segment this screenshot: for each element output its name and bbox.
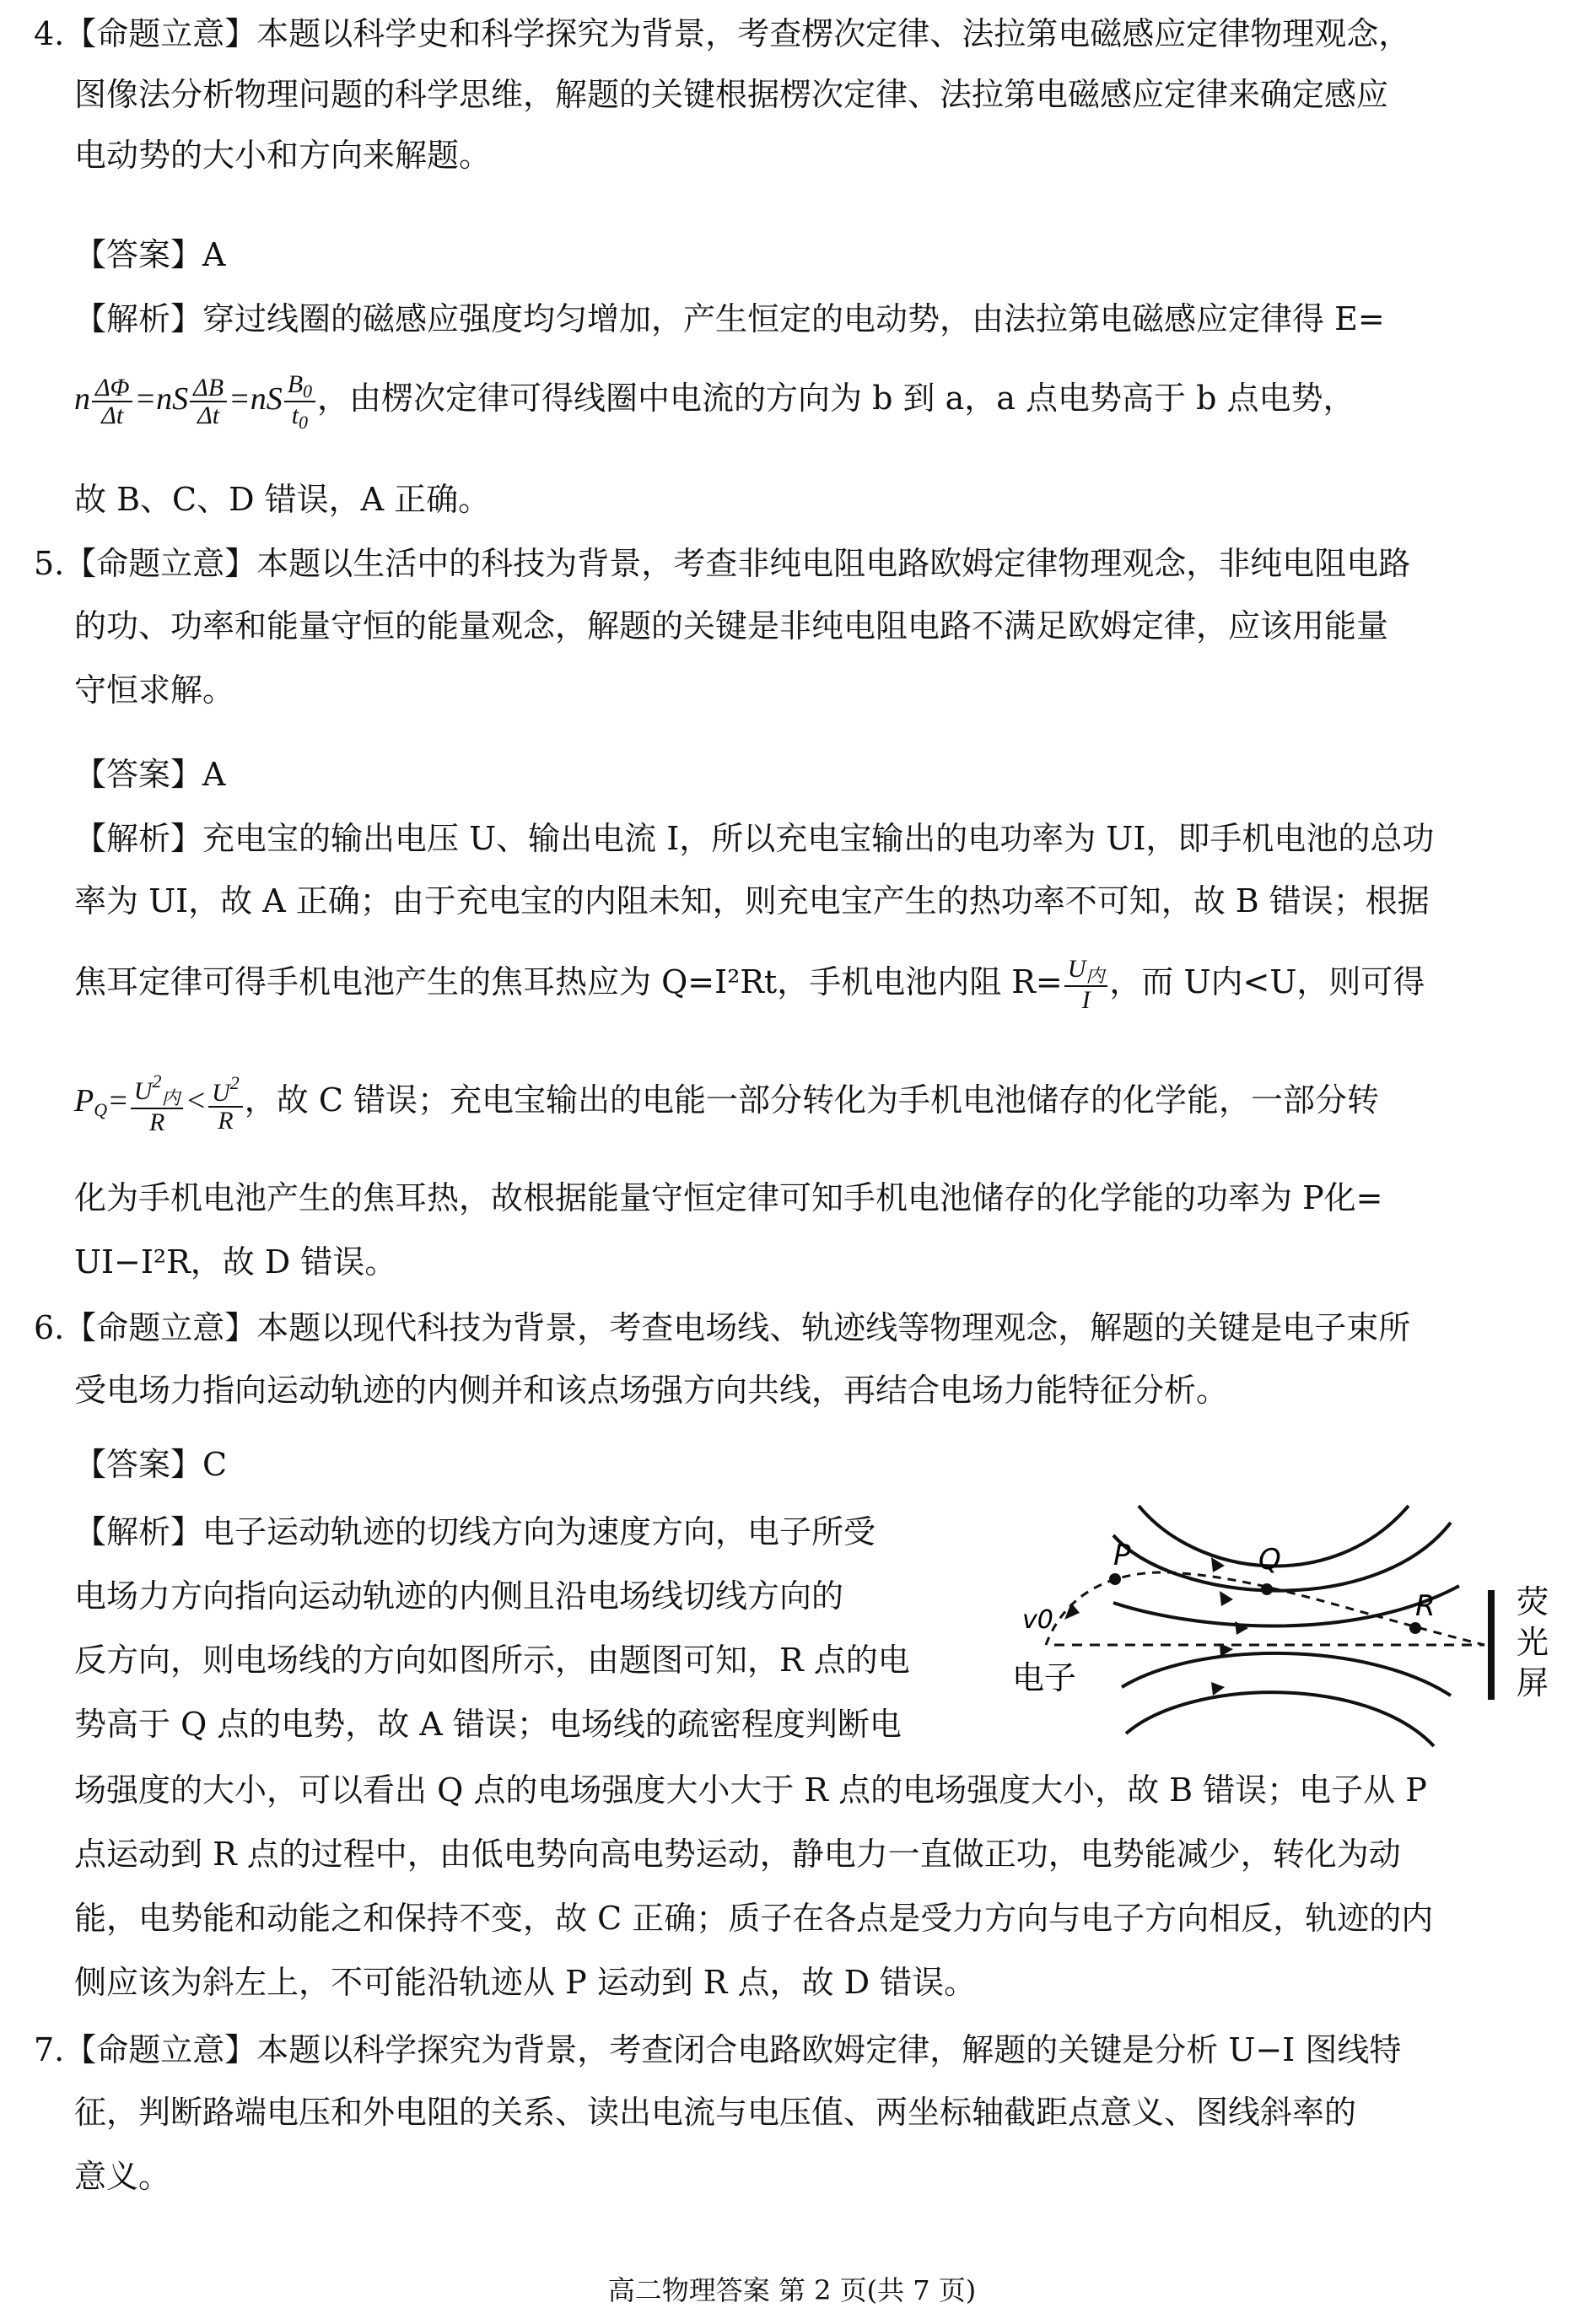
q6-analysis-line-3: 反方向，则电场线的方向如图所示，由题图可知，R 点的电 <box>74 1642 910 1679</box>
point-P <box>1109 1573 1121 1585</box>
q6-answer: 【答案】C <box>74 1446 228 1483</box>
q7-intent-line-3: 意义。 <box>74 2158 171 2195</box>
q5-analysis-line-3: 焦耳定律可得手机电池产生的焦耳热应为 Q=I²Rt，手机电池内阻 R= $\frac{U_内}{I}$ ，而 U内<U，则可得 <box>74 955 1425 1015</box>
q6-intent-line-2: 受电场力指向运动轨迹的内侧并和该点场强方向共线，再结合电场力能特征分析。 <box>74 1372 1229 1409</box>
q4-intent-line-2: 图像法分析物理问题的科学思维，解题的关键根据楞次定律、法拉第电磁感应定律来确定感应 <box>74 76 1389 113</box>
q6-analysis-line-4: 势高于 Q 点的电势，故 A 错误；电场线的疏密程度判断电 <box>74 1706 902 1743</box>
label-electron: 电子 <box>1012 1659 1077 1696</box>
point-Q <box>1261 1583 1273 1595</box>
q5-r-fraction: $\frac{U_内}{I}$ <box>1064 956 1108 1014</box>
field-arrow-5 <box>1211 1682 1225 1696</box>
q4-answer: 【答案】A <box>74 236 226 273</box>
q5-analysis-line-6: UI−I²R，故 D 错误。 <box>74 1243 397 1281</box>
field-arrow-3 <box>1235 1621 1248 1635</box>
q7-intent-line-1: 7.【命题立意】本题以科学探究为背景，考查闭合电路欧姆定律，解题的关键是分析 U−I 图线特 <box>34 2031 1402 2068</box>
q5-analysis-line-2: 率为 UI，故 A 正确；由于充电宝的内阻未知，则充电宝产生的热功率不可知，故 B 错误；根据 <box>74 882 1430 919</box>
label-R: R <box>1415 1589 1436 1623</box>
page-footer: 高二物理答案 第 2 页(共 7 页) <box>607 2274 977 2306</box>
point-R <box>1409 1622 1421 1634</box>
q5-analysis-line-4: $P_Q=$ $\frac{U^2_内}{R}$ < $\frac{U^2}{R}$ ，故 C 错误；充电宝输出的电能一部分转化为手机电池储存的化学能，一部分转 <box>74 1070 1380 1137</box>
label-v0: v0 <box>1022 1605 1053 1635</box>
label-screen-1: 荧 <box>1517 1583 1549 1620</box>
q6-analysis-line-2: 电场力方向指向运动轨迹的内侧且沿电场线切线方向的 <box>74 1577 844 1615</box>
q6-analysis-line-1: 【解析】电子运动轨迹的切线方向为速度方向，电子所受 <box>74 1513 876 1550</box>
q5-intent-line-1: 5.【命题立意】本题以生活中的科技为背景，考查非纯电阻电路欧姆定律物理观念，非纯电阻电路 <box>34 545 1411 582</box>
q4-analysis-line-1: 【解析】穿过线圈的磁感应强度均匀增加，产生恒定的电动势，由法拉第电磁感应定律得 E= <box>74 300 1385 337</box>
q5-intent-line-2: 的功、功率和能量守恒的能量观念，解题的关键是非纯电阻电路不满足欧姆定律，应该用能量 <box>74 607 1389 644</box>
label-screen-2: 光 <box>1517 1624 1549 1661</box>
q7-intent-line-2: 征，判断路端电压和外电阻的关系、读出电流与电压值、两坐标轴截距点意义、图线斜率的 <box>74 2094 1357 2131</box>
q5-analysis-line-5: 化为手机电池产生的焦耳热，故根据能量守恒定律可知手机电池储存的化学能的功率为 P化= <box>74 1179 1383 1216</box>
q6-analysis-line-8: 侧应该为斜左上，不可能沿轨迹从 P 运动到 R 点，故 D 错误。 <box>74 1964 977 2001</box>
q4-analysis-formula-line: n $\frac{\Delta\Phi}{\Delta t}$ =nS $\frac{\Delta B}{\Delta t}$ =nS $\frac{B_0}{t_0}$ ，由楞次定律可得线圈中电流的方向为 b 到 a，a 点电势高于 b 点电势， <box>74 370 1355 434</box>
label-screen-3: 屏 <box>1517 1664 1549 1701</box>
field-arrow-2 <box>1220 1591 1233 1606</box>
q6-analysis-line-5: 场强度的大小，可以看出 Q 点的电场强度大小大于 R 点的电场强度大小，故 B 错误；电子从 P <box>74 1771 1427 1809</box>
q4-formula: n $\frac{\Delta\Phi}{\Delta t}$ =nS $\frac{\Delta B}{\Delta t}$ =nS $\frac{B_0}{t_0}$ <box>74 381 317 417</box>
q6-analysis-line-6: 点运动到 R 点的过程中，由低电势向高电势运动，静电力一直做正功，电势能减少，转化为动 <box>74 1836 1401 1873</box>
q5-intent-line-3: 守恒求解。 <box>74 671 235 709</box>
field-line-lower-2 <box>1126 1692 1434 1746</box>
label-Q: Q <box>1258 1543 1281 1577</box>
q4-intent-line-3: 电动势的大小和方向来解题。 <box>74 137 492 174</box>
q5-pq-formula: $P_Q=$ $\frac{U^2_内}{R}$ < $\frac{U^2}{R}$ <box>74 1083 245 1119</box>
q4-analysis-line-3: 故 B、C、D 错误，A 正确。 <box>74 481 491 518</box>
field-line-upper-2 <box>1113 1523 1451 1591</box>
field-line-lower-1 <box>1122 1653 1451 1696</box>
q5-analysis-line-1: 【解析】充电宝的输出电压 U、输出电流 I，所以充电宝输出的电功率为 UI，即手机电池的总功 <box>74 820 1435 857</box>
label-P: P <box>1113 1539 1131 1572</box>
q4-intent-line-1: 4.【命题立意】本题以科学史和科学探究为背景，考查楞次定律、法拉第电磁感应定律物理观念， <box>34 15 1411 52</box>
q6-analysis-line-7: 能，电势能和动能之和保持不变，故 C 正确；质子在各点是受力方向与电子方向相反，轨迹的内 <box>74 1900 1434 1937</box>
q6-intent-line-1: 6.【命题立意】本题以现代科技为背景，考查电场线、轨迹线等物理观念，解题的关键是电子束所 <box>34 1309 1411 1346</box>
q5-answer: 【答案】A <box>74 756 226 793</box>
q6-field-figure <box>1012 1502 1569 1755</box>
v0-arrow <box>1064 1603 1080 1620</box>
